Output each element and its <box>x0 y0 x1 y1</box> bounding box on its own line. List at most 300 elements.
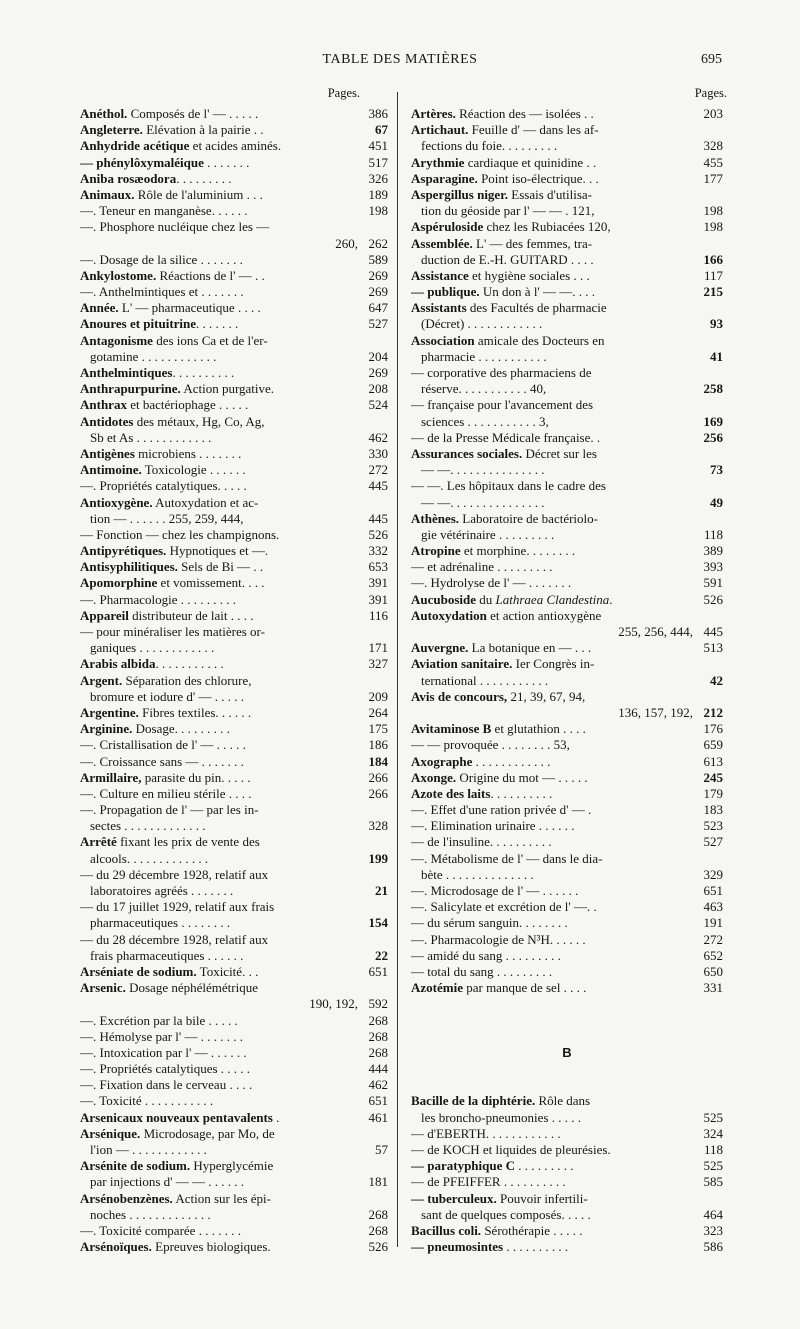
entry-text: Argent. Séparation des chlorure, <box>80 672 252 688</box>
index-entry <box>80 171 388 187</box>
index-entry <box>411 770 723 786</box>
index-entry <box>80 624 388 640</box>
entry-text: Animaux. Rôle de l'aluminium . . . <box>80 186 263 202</box>
entry-text: —. Intoxication par l' — . . . . . . <box>80 1044 247 1060</box>
entry-text: Azotémie par manque de sel . . . . <box>411 980 587 996</box>
entry-text: —. Propriétés catalytiques . . . . . <box>80 1061 251 1077</box>
entry-page: 652 <box>703 947 723 963</box>
entry-page: 462 <box>368 1077 388 1093</box>
entry-text: Autoxydation et action antioxygène <box>411 607 602 623</box>
index-entry <box>411 899 723 915</box>
entry-page: 328 <box>703 138 723 154</box>
entry-page: 198 <box>368 203 388 219</box>
entry-text: réserve. . . . . . . . . . . 40, <box>421 381 547 397</box>
entry-page: 591 <box>703 575 723 591</box>
entry-page: 647 <box>368 300 388 316</box>
index-entry <box>80 1174 388 1190</box>
index-entry <box>411 430 723 446</box>
index-entry <box>411 1142 723 1158</box>
entry-text: —. Propriétés catalytiques. . . . . <box>80 478 247 494</box>
entry-text: —. Anthelmintiques et . . . . . . . <box>80 284 244 300</box>
entry-text: Antagonisme des ions Ca et de l'er- <box>80 332 268 348</box>
index-entry <box>411 559 723 575</box>
index-entry <box>80 122 388 138</box>
index-entry <box>411 608 723 624</box>
index-entry <box>80 268 388 284</box>
entry-text: Assemblée. L' — des femmes, tra- <box>411 235 593 251</box>
entry-page: 513 <box>703 640 723 656</box>
index-entry <box>411 1093 723 1109</box>
index-entry <box>80 673 388 689</box>
entry-text: — pour minéraliser les matières or- <box>80 624 265 639</box>
index-entry <box>80 834 388 850</box>
entry-text: l'ion — . . . . . . . . . . . . <box>90 1142 207 1157</box>
index-entry <box>411 1126 723 1142</box>
running-header <box>0 52 800 74</box>
index-entry <box>80 867 388 883</box>
entry-page: 391 <box>368 591 388 607</box>
entry-text: gotamine . . . . . . . . . . . . <box>90 348 217 364</box>
entry-text: — Fonction — chez les champignons. <box>80 526 280 542</box>
entry-text: Athènes. Laboratoire de bactériolo- <box>411 510 598 526</box>
entry-text: 190, 192, <box>309 996 358 1012</box>
entry-page: 527 <box>703 834 723 850</box>
entry-text: frais pharmaceutiques . . . . . . <box>90 947 244 963</box>
entry-text: Antioxygène. Autoxydation et ac- <box>80 494 259 510</box>
entry-page: 393 <box>703 559 723 575</box>
entry-page: 653 <box>368 559 388 575</box>
entry-text: Aviation sanitaire. Ier Congrès in- <box>411 656 595 672</box>
entry-page: 198 <box>703 203 723 219</box>
index-entry <box>411 381 723 397</box>
entry-text: Association amicale des Docteurs en <box>411 332 605 348</box>
index-entry <box>411 834 723 850</box>
index-entry <box>80 1045 388 1061</box>
index-entry <box>411 1207 723 1223</box>
entry-text: —. Excrétion par la bile . . . . . <box>80 1012 238 1028</box>
entry-page: 268 <box>368 1222 388 1238</box>
entry-page: 592 <box>368 996 388 1012</box>
entry-text: — pneumosintes . . . . . . . . . . <box>411 1239 569 1255</box>
entry-page: 118 <box>703 526 723 542</box>
entry-page: 525 <box>703 1158 723 1174</box>
index-entry <box>80 252 388 268</box>
entry-text: — d'EBERTH. . . . . . . . . . . . <box>411 1125 561 1141</box>
index-entry <box>80 203 388 219</box>
entry-text: Anhydride acétique et acides aminés. <box>80 138 282 154</box>
index-entry <box>80 1191 388 1207</box>
entry-page: 272 <box>703 931 723 947</box>
index-entry <box>80 397 388 413</box>
index-entry <box>80 138 388 154</box>
entry-text: — amidé du sang . . . . . . . . . <box>411 947 561 963</box>
entry-text: — française pour l'avancement des <box>411 397 594 413</box>
entry-page: 650 <box>703 963 723 979</box>
entry-text: —. Hémolyse par l' — . . . . . . . <box>80 1028 244 1044</box>
index-entry <box>411 495 723 511</box>
index-entry <box>411 802 723 818</box>
entry-text: par injections d' — — . . . . . . <box>90 1174 244 1190</box>
index-entry <box>411 932 723 948</box>
index-entry <box>80 1093 388 1109</box>
entry-page: 184 <box>368 753 388 769</box>
entry-text: bromure et iodure d' — . . . . . <box>90 688 244 704</box>
index-entry <box>80 430 388 446</box>
index-entry <box>80 754 388 770</box>
entry-page: 204 <box>368 348 388 364</box>
index-entry <box>80 575 388 591</box>
index-entry <box>411 333 723 349</box>
index-entry <box>80 980 388 996</box>
index-entry <box>80 559 388 575</box>
index-entry <box>80 786 388 802</box>
index-entry <box>411 851 723 867</box>
entry-text: duction de E.-H. GUITARD . . . . <box>421 251 594 267</box>
entry-text: Aspergillus niger. Essais d'utilisa- <box>411 186 592 202</box>
entry-text: — du 28 décembre 1928, relatif aux <box>80 931 269 947</box>
entry-page: 526 <box>368 526 388 542</box>
index-entry <box>411 365 723 381</box>
entry-text: bète . . . . . . . . . . . . . . <box>421 866 534 882</box>
entry-text: Ankylostome. Réactions de l' — . . <box>80 267 265 283</box>
index-entry <box>80 1110 388 1126</box>
index-entry <box>80 106 388 122</box>
entry-text: — —. Les hôpitaux dans le cadre des <box>411 478 606 494</box>
index-entry <box>80 446 388 462</box>
entry-page: 181 <box>368 1174 388 1190</box>
index-entry <box>411 1029 723 1045</box>
entry-text: Antigènes microbiens . . . . . . . <box>80 445 242 461</box>
entry-text: —. Phosphore nucléique chez les — <box>80 219 270 235</box>
index-entry <box>411 592 723 608</box>
entry-text: Antidotes des métaux, Hg, Co, Ag, <box>80 413 265 429</box>
index-entry <box>80 608 388 624</box>
entry-text: Aspéruloside chez les Rubiacées 120, <box>411 219 611 235</box>
entry-text: Auvergne. La botanique en — . . . <box>411 640 592 656</box>
index-entry <box>411 575 723 591</box>
entry-text: ganiques . . . . . . . . . . . . <box>90 640 215 656</box>
entry-page: 268 <box>368 1044 388 1060</box>
index-entry <box>411 187 723 203</box>
entry-page: 245 <box>703 769 723 785</box>
entry-page: 386 <box>368 106 388 121</box>
entry-page: 524 <box>368 397 388 413</box>
entry-page: 176 <box>703 721 723 737</box>
entry-page: 93 <box>710 316 723 332</box>
entry-page: 651 <box>368 963 388 979</box>
entry-page: 461 <box>368 1109 388 1125</box>
entry-text: —. Culture en milieu stérile . . . . <box>80 785 252 801</box>
entry-text: — publique. Un don à l' — —. . . . <box>411 284 596 300</box>
index-entry <box>411 1013 723 1029</box>
index-entry <box>80 349 388 365</box>
index-entry <box>80 883 388 899</box>
entry-page: 269 <box>368 267 388 283</box>
entry-text: noches . . . . . . . . . . . . . <box>90 1206 211 1222</box>
index-entry <box>411 689 723 705</box>
entry-page: 525 <box>703 1109 723 1125</box>
entry-text: Artères. Réaction des — isolées . . <box>411 106 594 121</box>
entry-text: — tuberculeux. Pouvoir infertili- <box>411 1190 588 1206</box>
index-entry <box>411 867 723 883</box>
entry-text: 136, 157, 192, <box>618 704 693 720</box>
index-entry <box>80 543 388 559</box>
entry-text: —. Fixation dans le cerveau . . . . <box>80 1077 253 1093</box>
entry-page: 527 <box>368 316 388 332</box>
index-entry <box>411 996 723 1012</box>
index-entry <box>411 511 723 527</box>
entry-text: Bacille de la diphtérie. Rôle dans <box>411 1093 591 1109</box>
index-entry <box>80 915 388 931</box>
index-entry <box>411 349 723 365</box>
entry-text: — — provoquée . . . . . . . . 53, <box>411 737 570 753</box>
entry-text: — de l'insuline. . . . . . . . . . <box>411 834 552 850</box>
entry-text: Arsénique. Microdosage, par Mo, de <box>80 1125 275 1141</box>
entry-text: Argentine. Fibres textiles. . . . . . <box>80 704 252 720</box>
entry-text: —. Pharmacologie . . . . . . . . . <box>80 591 236 607</box>
index-entry <box>411 673 723 689</box>
page-title: TABLE DES MATIÈRES <box>322 52 478 67</box>
entry-page: 189 <box>368 186 388 202</box>
entry-page: 268 <box>368 1028 388 1044</box>
index-entry <box>411 203 723 219</box>
index-entry <box>411 883 723 899</box>
index-entry <box>411 236 723 252</box>
entry-text: — et adrénaline . . . . . . . . . <box>411 559 553 575</box>
entry-page: 117 <box>703 267 723 283</box>
entry-page: 327 <box>368 656 388 672</box>
entry-text: Atropine et morphine. . . . . . . . <box>411 543 576 559</box>
entry-text: pharmaceutiques . . . . . . . . <box>90 915 231 931</box>
entry-page: 183 <box>703 802 723 818</box>
entry-text: Angleterre. Elévation à la pairie . . <box>80 122 264 138</box>
index-entry <box>411 219 723 235</box>
entry-text: Axonge. Origine du mot — . . . . . <box>411 769 588 785</box>
index-entry <box>80 948 388 964</box>
index-entry <box>80 236 388 252</box>
pages-column-heading: Pages. <box>694 86 727 100</box>
index-entry <box>411 980 723 996</box>
entry-text: Sb et As . . . . . . . . . . . . <box>90 429 212 445</box>
entry-page: 177 <box>703 170 723 186</box>
entry-text: Arsénoïques. Epreuves biologiques. <box>80 1239 271 1255</box>
entry-page: 209 <box>368 688 388 704</box>
entry-page: 269 <box>368 365 388 380</box>
index-entry <box>80 964 388 980</box>
index-entry <box>411 721 723 737</box>
entry-page: 118 <box>703 1142 723 1157</box>
index-entry <box>411 300 723 316</box>
index-entry <box>80 495 388 511</box>
entry-text: Arsenic. Dosage néphélémétrique <box>80 980 258 996</box>
entry-text: —. Teneur en manganèse. . . . . . <box>80 203 248 219</box>
index-entry <box>80 187 388 203</box>
index-entry <box>80 1077 388 1093</box>
entry-page: 332 <box>368 543 388 559</box>
entry-page: 154 <box>368 915 388 931</box>
section-letter: B <box>562 1044 572 1060</box>
entry-text: —. Dosage de la silice . . . . . . . <box>80 251 243 267</box>
entry-text: —. Cristallisation de l' — . . . . . <box>80 737 246 753</box>
entry-page: 215 <box>703 284 723 300</box>
entry-text: Appareil distributeur de lait . . . . <box>80 607 254 623</box>
entry-text: tion du géoside par l' — — . 121, <box>421 203 595 219</box>
entry-page: 328 <box>368 818 388 834</box>
index-entry <box>411 1191 723 1207</box>
entry-page: 186 <box>368 737 388 753</box>
index-entries-right <box>411 106 723 1255</box>
entry-text: Arabis albida. . . . . . . . . . . <box>80 656 224 672</box>
entry-text: Aniba rosæodora. . . . . . . . . <box>80 170 232 186</box>
entry-text: gie vétérinaire . . . . . . . . . <box>421 526 555 542</box>
index-entry <box>80 219 388 235</box>
index-entry <box>80 1239 388 1255</box>
entry-text: sant de quelques composés. . . . . <box>421 1206 591 1222</box>
index-entry <box>411 155 723 171</box>
index-entry <box>80 300 388 316</box>
entry-text: — du 17 juillet 1929, relatif aux frais <box>80 899 275 915</box>
entry-text: 260, <box>335 235 358 251</box>
entry-text: 255, 256, 444, <box>618 624 693 639</box>
entry-text: Aucuboside du Lathraea Clandestina. <box>411 591 613 607</box>
page-number: 695 <box>701 52 722 67</box>
entry-text: Asparagine. Point iso-électrique. . . <box>411 170 599 186</box>
index-entry <box>411 624 723 640</box>
entry-page: 73 <box>710 462 723 478</box>
entry-text: — paratyphique C . . . . . . . . . <box>411 1158 574 1174</box>
entry-page: 326 <box>368 170 388 186</box>
entry-page: 22 <box>375 947 388 963</box>
entry-text: Armillaire, parasite du pin. . . . . <box>80 769 251 785</box>
index-entry <box>80 770 388 786</box>
entry-text: — —. . . . . . . . . . . . . . . <box>421 462 545 478</box>
index-entry <box>411 252 723 268</box>
entry-page: 49 <box>710 494 723 510</box>
index-entry <box>80 996 388 1012</box>
entry-text: Axographe . . . . . . . . . . . . <box>411 753 551 769</box>
entry-text: Artichaut. Feuille d' — dans les af- <box>411 122 599 138</box>
index-entry <box>411 462 723 478</box>
index-entry <box>80 511 388 527</box>
entry-page: 203 <box>703 106 723 121</box>
index-entry <box>80 414 388 430</box>
entry-text: —. Salicylate et excrétion de l' —. . <box>411 899 597 915</box>
index-entry <box>411 414 723 430</box>
index-entry <box>411 1223 723 1239</box>
index-entry <box>80 656 388 672</box>
entry-text: sciences . . . . . . . . . . . 3, <box>421 413 549 429</box>
entry-page: 175 <box>368 721 388 737</box>
entry-text: Assistance et hygiène sociales . . . <box>411 267 590 283</box>
entry-text: les broncho-pneumonies . . . . . <box>421 1109 581 1125</box>
entry-text: —. Métabolisme de l' — dans le dia- <box>411 850 603 866</box>
entry-page: 389 <box>703 543 723 559</box>
entry-page: 272 <box>368 462 388 478</box>
entry-page: 523 <box>703 818 723 834</box>
entry-page: 262 <box>368 235 388 251</box>
index-entry <box>80 737 388 753</box>
index-entry <box>80 284 388 300</box>
entry-text: laboratoires agréés . . . . . . . <box>90 883 234 898</box>
index-entry <box>411 268 723 284</box>
index-entry <box>80 1207 388 1223</box>
index-entry <box>411 1061 723 1077</box>
entry-page: 585 <box>703 1174 723 1190</box>
entry-text: Anéthol. Composés de l' — . . . . . <box>80 106 259 121</box>
index-entry <box>80 721 388 737</box>
entry-page: 42 <box>710 672 723 688</box>
entry-page: 464 <box>703 1206 723 1222</box>
entry-text: Assurances sociales. Décret sur les <box>411 445 597 461</box>
entry-text: Avis de concours, 21, 39, 67, 94, <box>411 688 586 704</box>
index-entry <box>80 462 388 478</box>
index-entry <box>411 656 723 672</box>
entry-page: 330 <box>368 445 388 461</box>
entry-page: 613 <box>703 753 723 769</box>
entry-text: ternational . . . . . . . . . . . <box>421 672 549 688</box>
entry-text: — de la Presse Médicale française. . <box>411 429 601 445</box>
entry-page: 266 <box>368 769 388 785</box>
entry-text: alcools. . . . . . . . . . . . . <box>90 850 209 866</box>
entry-text: —. Hydrolyse de l' — . . . . . . . <box>411 575 572 591</box>
entry-page: 324 <box>703 1125 723 1141</box>
entry-page: 651 <box>368 1093 388 1109</box>
entry-page: 166 <box>703 251 723 267</box>
entry-text: — de KOCH et liquides de pleurésies. <box>411 1142 611 1157</box>
entry-text: Bacillus coli. Sérothérapie . . . . . <box>411 1222 583 1238</box>
entry-text: Arginine. Dosage. . . . . . . . . <box>80 721 230 737</box>
entry-page: 41 <box>710 348 723 364</box>
index-entry <box>80 851 388 867</box>
index-entry <box>80 478 388 494</box>
entry-page: 171 <box>368 640 388 656</box>
index-entry <box>411 640 723 656</box>
entry-text: Arrêté fixant les prix de vente des <box>80 834 260 850</box>
index-entry <box>80 899 388 915</box>
entry-text: sectes . . . . . . . . . . . . . <box>90 818 206 834</box>
entry-page: 323 <box>703 1222 723 1238</box>
entry-text: fections du foie. . . . . . . . . <box>421 138 558 154</box>
index-entry <box>411 1110 723 1126</box>
entry-text: —. Propagation de l' — par les in- <box>80 802 259 818</box>
entry-page: 586 <box>703 1239 723 1255</box>
index-entry <box>411 316 723 332</box>
index-entry <box>411 122 723 138</box>
index-entry <box>411 1174 723 1190</box>
entry-text: Antimoine. Toxicologie . . . . . . <box>80 462 246 478</box>
entry-text: Anthrapurpurine. Action purgative. <box>80 381 275 397</box>
entry-page: 268 <box>368 1206 388 1222</box>
column-divider <box>397 92 398 1247</box>
entry-page: 455 <box>703 154 723 170</box>
entry-page: 198 <box>703 219 723 235</box>
entry-page: 268 <box>368 1012 388 1028</box>
entry-page: 391 <box>368 575 388 591</box>
entry-text: Arythmie cardiaque et quinidine . . <box>411 154 597 170</box>
entry-text: Antipyrétiques. Hypnotiques et —. <box>80 543 269 559</box>
index-entry <box>80 381 388 397</box>
index-entry <box>411 818 723 834</box>
entry-text: Avitaminose B et glutathion . . . . <box>411 721 586 737</box>
entry-page: 463 <box>703 899 723 915</box>
index-entry <box>411 964 723 980</box>
index-entry <box>80 1223 388 1239</box>
entry-page: 179 <box>703 785 723 801</box>
index-entry <box>411 705 723 721</box>
entry-page: 266 <box>368 785 388 801</box>
entry-page: 444 <box>368 1061 388 1077</box>
index-entry <box>80 1061 388 1077</box>
